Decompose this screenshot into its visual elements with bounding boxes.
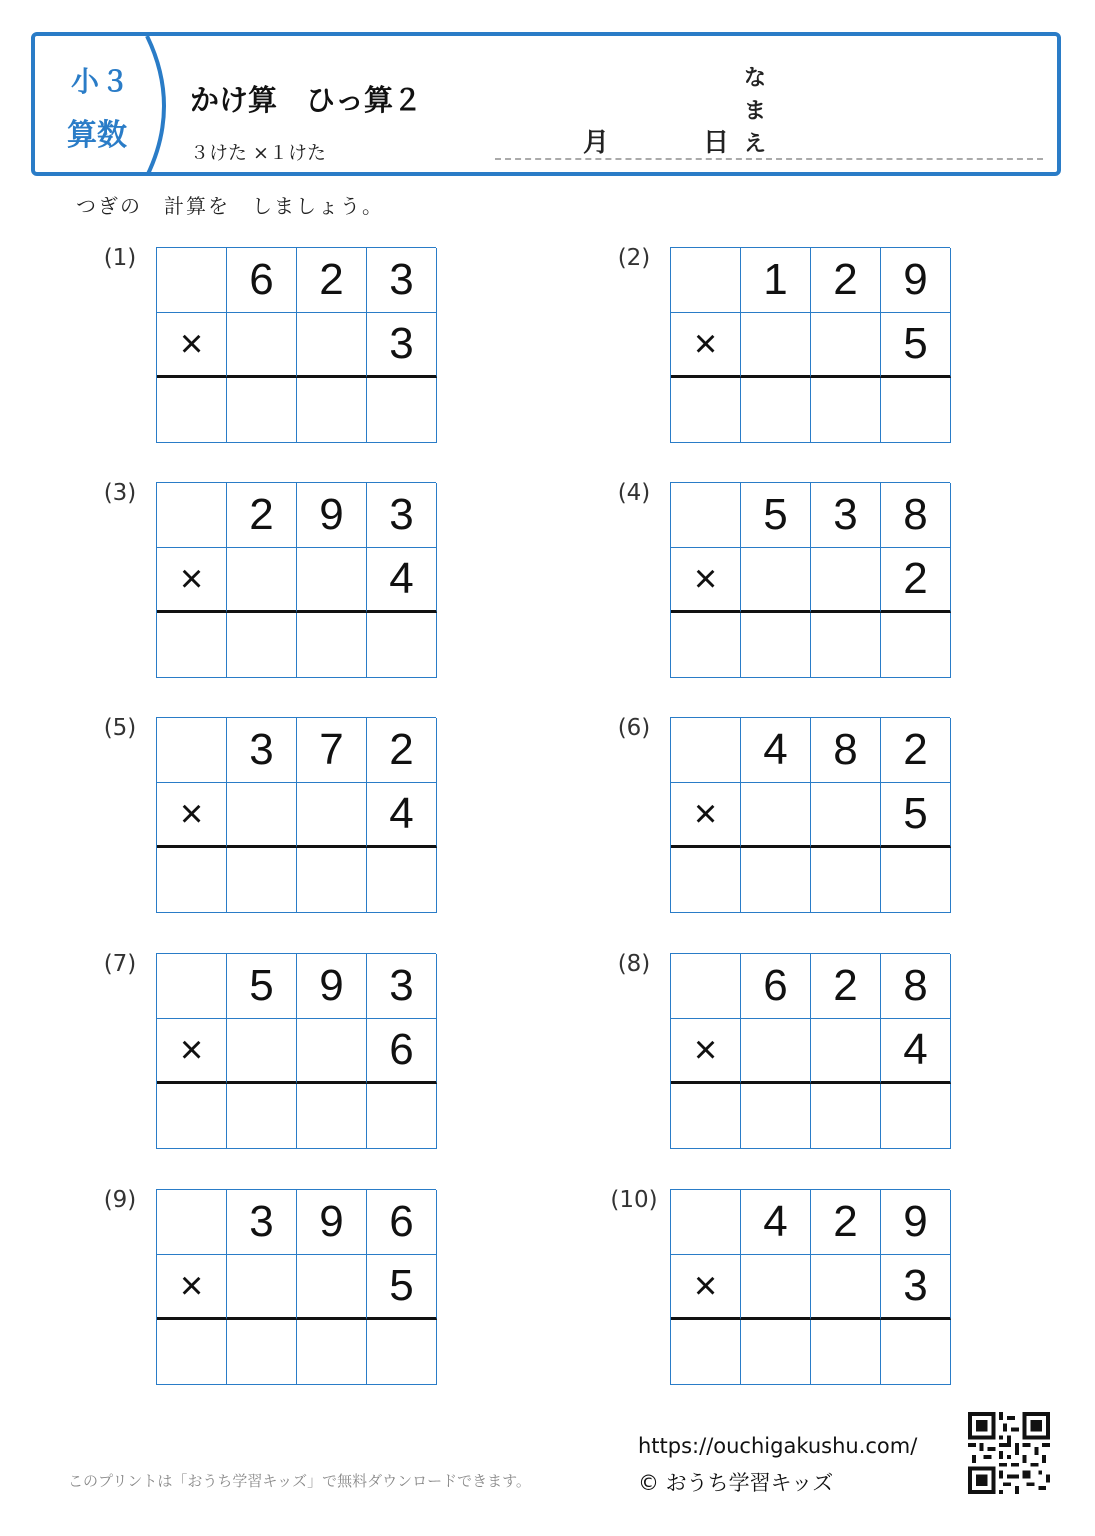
- problem-grid: [156, 717, 436, 913]
- problem-1: [92, 245, 414, 447]
- answer-cell[interactable]: [367, 378, 437, 443]
- multiplicand-digit: 3: [227, 1190, 297, 1255]
- instruction-text: つぎの 計算を しましょう。: [76, 194, 384, 218]
- multiplicand-digit: 3: [367, 483, 437, 548]
- problem-4: [606, 480, 928, 682]
- empty-cell: [227, 313, 297, 378]
- multiplier-digit: 2: [881, 548, 951, 613]
- multiplicand-digit: 6: [741, 954, 811, 1019]
- multiplicand-digit: 5: [741, 483, 811, 548]
- answer-cell[interactable]: [227, 1084, 297, 1149]
- multiplicand-digit: 2: [297, 248, 367, 313]
- month-label: 月: [583, 128, 610, 158]
- multiplicand-digit: 2: [881, 718, 951, 783]
- copyright: © おうち学習キッズ: [638, 1471, 834, 1495]
- answer-cell[interactable]: [811, 1320, 881, 1385]
- multiplicand-digit: 2: [811, 248, 881, 313]
- times-sign: ×: [157, 548, 227, 613]
- answer-cell[interactable]: [297, 1320, 367, 1385]
- empty-cell: [297, 1019, 367, 1084]
- empty-cell: [671, 248, 741, 313]
- multiplier-digit: 5: [881, 783, 951, 848]
- empty-cell: [297, 1255, 367, 1320]
- answer-cell[interactable]: [881, 1084, 951, 1149]
- answer-cell[interactable]: [367, 1320, 437, 1385]
- problem-number: (10): [610, 1187, 658, 1213]
- footer-note: このプリントは「おうち学習キッズ」で無料ダウンロードできます。: [68, 1472, 531, 1490]
- answer-cell[interactable]: [297, 378, 367, 443]
- empty-cell: [671, 718, 741, 783]
- multiplicand-digit: 7: [297, 718, 367, 783]
- answer-cell[interactable]: [671, 1320, 741, 1385]
- problem-7: [92, 951, 414, 1153]
- multiplicand-digit: 9: [881, 248, 951, 313]
- empty-cell: [741, 313, 811, 378]
- answer-cell[interactable]: [741, 613, 811, 678]
- problem-number: (6): [617, 715, 651, 741]
- times-sign: ×: [157, 1019, 227, 1084]
- multiplicand-digit: 2: [811, 1190, 881, 1255]
- answer-cell[interactable]: [157, 613, 227, 678]
- problem-number: (5): [103, 715, 137, 741]
- empty-cell: [227, 1019, 297, 1084]
- problem-number: (2): [617, 245, 651, 271]
- empty-cell: [157, 1190, 227, 1255]
- multiplicand-digit: 1: [741, 248, 811, 313]
- multiplicand-digit: 3: [367, 954, 437, 1019]
- multiplicand-digit: 6: [227, 248, 297, 313]
- multiplier-digit: 3: [367, 313, 437, 378]
- answer-cell[interactable]: [157, 378, 227, 443]
- problem-grid: [670, 482, 950, 678]
- empty-cell: [297, 548, 367, 613]
- answer-cell[interactable]: [671, 613, 741, 678]
- multiplicand-digit: 5: [227, 954, 297, 1019]
- multiplicand-digit: 9: [297, 1190, 367, 1255]
- empty-cell: [227, 1255, 297, 1320]
- empty-cell: [671, 1190, 741, 1255]
- problem-grid: [670, 1189, 950, 1385]
- times-sign: ×: [671, 313, 741, 378]
- answer-cell[interactable]: [881, 1320, 951, 1385]
- answer-cell[interactable]: [297, 613, 367, 678]
- answer-cell[interactable]: [227, 613, 297, 678]
- worksheet-title: かけ算 ひっ算２: [190, 83, 423, 117]
- answer-cell[interactable]: [811, 378, 881, 443]
- answer-cell[interactable]: [811, 848, 881, 913]
- problem-10: [606, 1187, 928, 1389]
- multiplier-digit: 4: [367, 783, 437, 848]
- worksheet-header: [31, 32, 1061, 176]
- answer-cell[interactable]: [741, 378, 811, 443]
- empty-cell: [157, 718, 227, 783]
- empty-cell: [741, 783, 811, 848]
- answer-cell[interactable]: [227, 848, 297, 913]
- times-sign: ×: [671, 1019, 741, 1084]
- empty-cell: [811, 548, 881, 613]
- answer-cell[interactable]: [157, 848, 227, 913]
- multiplicand-digit: 9: [881, 1190, 951, 1255]
- empty-cell: [741, 548, 811, 613]
- times-sign: ×: [671, 783, 741, 848]
- answer-cell[interactable]: [157, 1320, 227, 1385]
- multiplier-digit: 6: [367, 1019, 437, 1084]
- multiplier-digit: 4: [881, 1019, 951, 1084]
- empty-cell: [671, 483, 741, 548]
- problem-grid: [156, 482, 436, 678]
- multiplier-digit: 5: [367, 1255, 437, 1320]
- times-sign: ×: [157, 313, 227, 378]
- empty-cell: [227, 548, 297, 613]
- multiplicand-digit: 3: [227, 718, 297, 783]
- date-name-line: [495, 158, 1043, 160]
- answer-cell[interactable]: [741, 1084, 811, 1149]
- answer-cell[interactable]: [227, 378, 297, 443]
- multiplicand-digit: 2: [367, 718, 437, 783]
- problem-grid: [156, 1189, 436, 1385]
- problem-number: (7): [103, 951, 137, 977]
- answer-cell[interactable]: [881, 848, 951, 913]
- answer-cell[interactable]: [157, 1084, 227, 1149]
- empty-cell: [157, 954, 227, 1019]
- multiplier-digit: 5: [881, 313, 951, 378]
- problem-8: [606, 951, 928, 1153]
- problem-number: (3): [103, 480, 137, 506]
- multiplicand-digit: 6: [367, 1190, 437, 1255]
- empty-cell: [157, 248, 227, 313]
- answer-cell[interactable]: [881, 378, 951, 443]
- empty-cell: [227, 783, 297, 848]
- grade-badge-divider: [35, 36, 205, 176]
- empty-cell: [811, 313, 881, 378]
- problem-6: [606, 715, 928, 917]
- times-sign: ×: [157, 1255, 227, 1320]
- day-label: 日: [703, 128, 730, 158]
- answer-cell[interactable]: [367, 613, 437, 678]
- worksheet-subtitle: ３けた ×１けた: [190, 142, 326, 164]
- multiplicand-digit: 4: [741, 1190, 811, 1255]
- problem-number: (9): [103, 1187, 137, 1213]
- multiplicand-digit: 8: [881, 954, 951, 1019]
- answer-cell[interactable]: [671, 1084, 741, 1149]
- problem-number: (4): [617, 480, 651, 506]
- times-sign: ×: [671, 1255, 741, 1320]
- problem-grid: [670, 953, 950, 1149]
- answer-cell[interactable]: [741, 848, 811, 913]
- answer-cell[interactable]: [297, 1084, 367, 1149]
- subject-label: 算数: [67, 118, 127, 153]
- problem-number: (8): [617, 951, 651, 977]
- multiplier-digit: 3: [881, 1255, 951, 1320]
- answer-cell[interactable]: [881, 613, 951, 678]
- multiplicand-digit: 2: [227, 483, 297, 548]
- site-url[interactable]: https://ouchigakushu.com/: [638, 1434, 918, 1458]
- answer-cell[interactable]: [811, 1084, 881, 1149]
- empty-cell: [741, 1255, 811, 1320]
- name-label: なまえ: [743, 66, 766, 157]
- multiplier-digit: 4: [367, 548, 437, 613]
- answer-cell[interactable]: [297, 848, 367, 913]
- problem-2: [606, 245, 928, 447]
- empty-cell: [297, 313, 367, 378]
- empty-cell: [811, 1255, 881, 1320]
- multiplicand-digit: 3: [367, 248, 437, 313]
- times-sign: ×: [671, 548, 741, 613]
- problem-grid: [156, 247, 436, 443]
- problem-9: [92, 1187, 414, 1389]
- times-sign: ×: [157, 783, 227, 848]
- answer-cell[interactable]: [227, 1320, 297, 1385]
- answer-cell[interactable]: [367, 1084, 437, 1149]
- answer-cell[interactable]: [811, 613, 881, 678]
- empty-cell: [811, 783, 881, 848]
- empty-cell: [671, 954, 741, 1019]
- multiplicand-digit: 8: [881, 483, 951, 548]
- multiplicand-digit: 8: [811, 718, 881, 783]
- multiplicand-digit: 9: [297, 954, 367, 1019]
- problem-3: [92, 480, 414, 682]
- answer-cell[interactable]: [367, 848, 437, 913]
- problem-number: (1): [103, 245, 137, 271]
- problem-grid: [156, 953, 436, 1149]
- empty-cell: [741, 1019, 811, 1084]
- empty-cell: [297, 783, 367, 848]
- problem-5: [92, 715, 414, 917]
- problem-grid: [670, 717, 950, 913]
- empty-cell: [811, 1019, 881, 1084]
- empty-cell: [157, 483, 227, 548]
- multiplicand-digit: 2: [811, 954, 881, 1019]
- multiplicand-digit: 9: [297, 483, 367, 548]
- multiplicand-digit: 4: [741, 718, 811, 783]
- answer-cell[interactable]: [671, 848, 741, 913]
- grade-label: 小３: [71, 65, 132, 98]
- answer-cell[interactable]: [671, 378, 741, 443]
- multiplicand-digit: 3: [811, 483, 881, 548]
- qr-code-icon: [968, 1412, 1050, 1494]
- answer-cell[interactable]: [741, 1320, 811, 1385]
- problem-grid: [670, 247, 950, 443]
